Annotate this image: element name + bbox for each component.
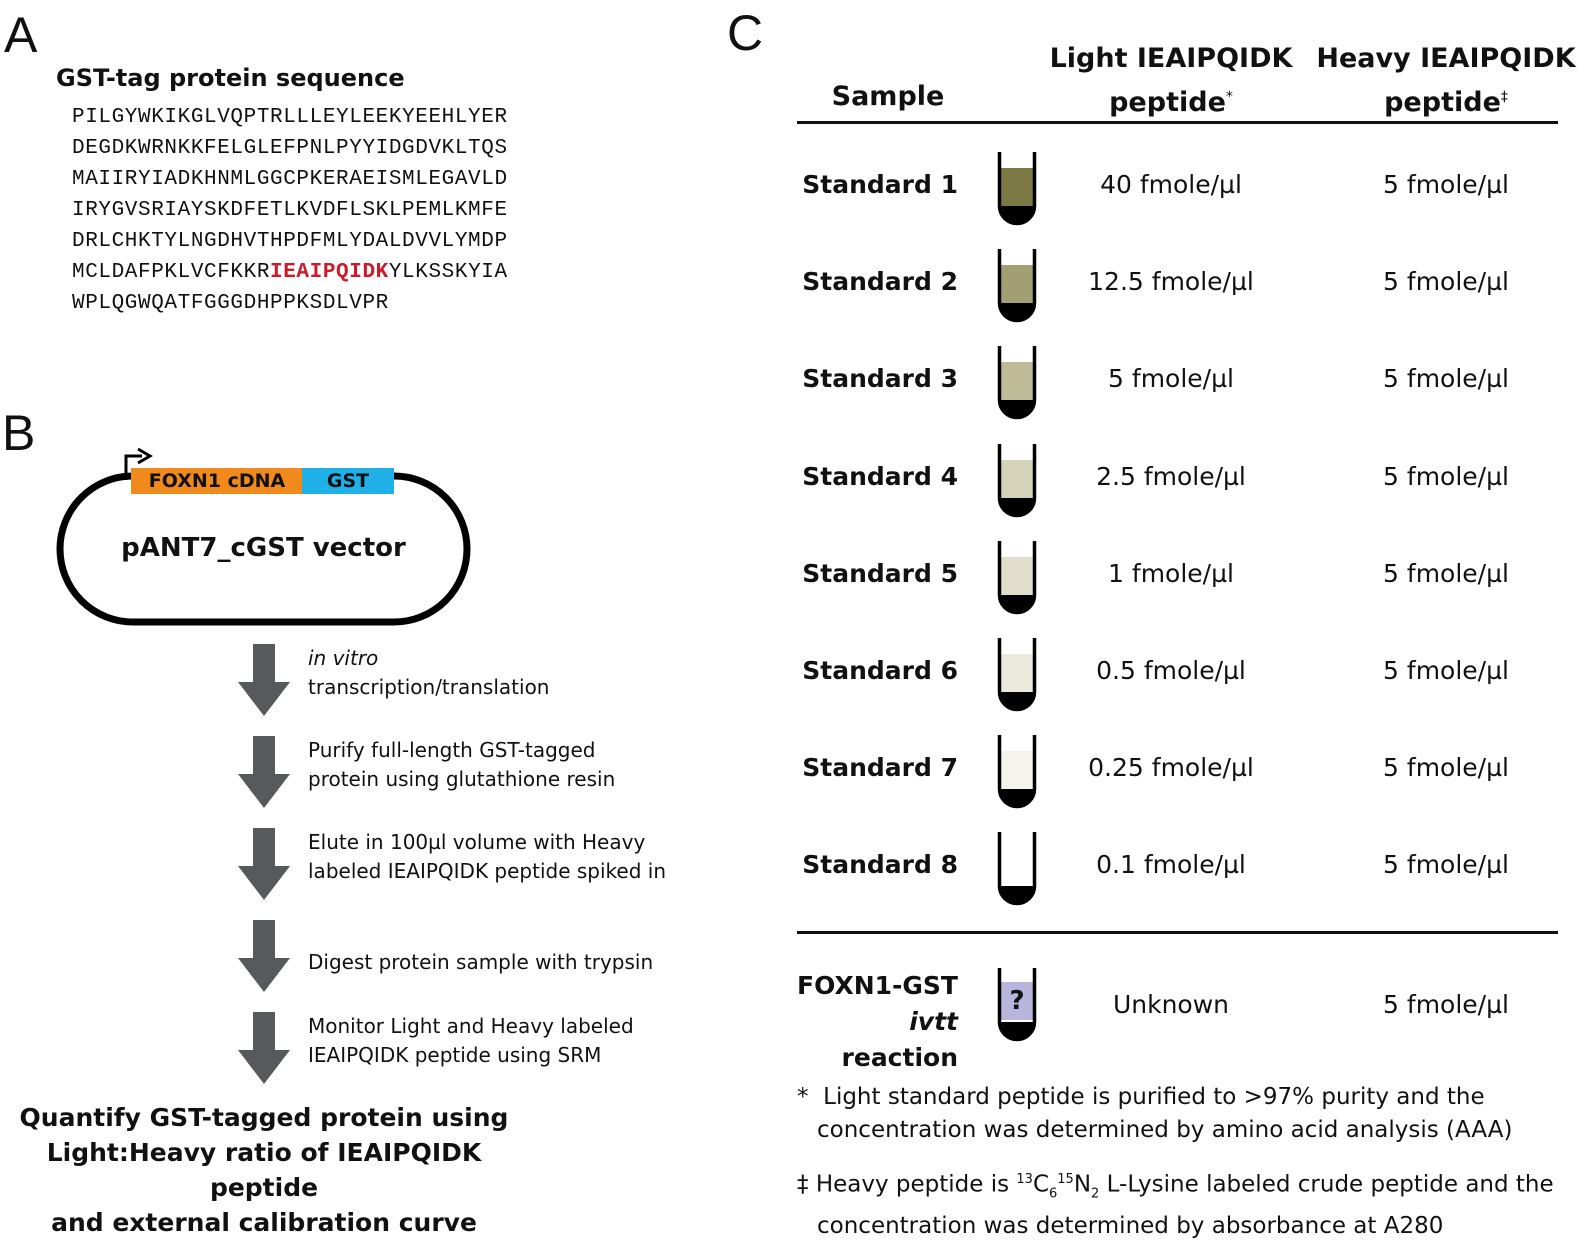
sequence-text: IRYGVSRIAYSKDFETLKVDFLSKLPEMLKMFE xyxy=(72,199,508,222)
header-heavy-word: peptide xyxy=(1384,87,1501,118)
sequence-text: YLKSSKYIA xyxy=(388,261,508,284)
header-sample: Sample xyxy=(831,81,945,112)
final-statement xyxy=(0,1100,528,1240)
sequence-text: MCLDAFPKLVCFKKR xyxy=(72,261,271,284)
sequence-text: MAIIRYIADKHNMLGGCPKERAEISMLEGAVLD xyxy=(72,168,508,191)
workflow-step-3 xyxy=(308,828,666,886)
standard-3-tube xyxy=(996,344,1038,424)
standard-2-heavy-value: 5 fmole/µl xyxy=(1383,267,1509,297)
standard-7-name: Standard 7 xyxy=(802,753,958,783)
down-arrow-icon xyxy=(234,920,294,994)
footnote-2-post: L-Lysine labeled crude peptide and the xyxy=(1099,1171,1554,1198)
foxn1-cdna-label: FOXN1 cDNA xyxy=(148,470,286,492)
footnote-2-el2: N xyxy=(1073,1171,1092,1198)
standard-5-tube xyxy=(996,539,1038,619)
workflow-step-1 xyxy=(308,644,549,702)
standard-8-heavy-value: 5 fmole/µl xyxy=(1383,850,1509,880)
step-line-1: Monitor Light and Heavy labeled xyxy=(308,1014,634,1038)
footnote-2-sub1: 6 xyxy=(1049,1186,1058,1202)
footnote-1-mark: * xyxy=(797,1084,809,1110)
standard-2-light-value: 12.5 fmole/µl xyxy=(1088,267,1254,297)
sequence-line xyxy=(72,195,508,226)
unknown-light-value: Unknown xyxy=(1112,990,1230,1019)
standard-7-light-value: 0.25 fmole/µl xyxy=(1088,753,1254,783)
header-light-line1: Light IEAIPQIDK xyxy=(1049,43,1293,74)
standard-5-heavy-value: 5 fmole/µl xyxy=(1383,558,1509,588)
sequence-text: DEGDKWRNKKFELGLEFPNLPYYIDGDVKLTQS xyxy=(72,137,508,160)
footnote-2-pre: Heavy peptide is xyxy=(815,1171,1017,1198)
standard-1-light-value: 40 fmole/µl xyxy=(1100,170,1242,199)
unknown-sample-name xyxy=(790,968,958,1076)
vector-label: pANT7_cGST vector xyxy=(121,533,406,563)
header-heavy xyxy=(1316,40,1576,122)
workflow-step-4 xyxy=(308,948,653,977)
final-line-2: Light:Heavy ratio of IEAIPQIDK peptide xyxy=(46,1138,482,1202)
footnote-2-sup2: 15 xyxy=(1057,1172,1074,1187)
workflow-step-2 xyxy=(308,736,615,794)
standard-4-name: Standard 4 xyxy=(802,461,958,491)
footnote-2 xyxy=(797,1163,1554,1243)
header-light-word: peptide xyxy=(1109,87,1226,118)
step-line-2: transcription/translation xyxy=(308,675,550,699)
workflow-step-5 xyxy=(308,1012,634,1070)
sequence-line xyxy=(72,133,508,164)
standard-1-heavy-value: 5 fmole/µl xyxy=(1383,170,1509,199)
footnote-1 xyxy=(797,1081,1512,1147)
header-heavy-line1: Heavy IEAIPQIDK xyxy=(1316,43,1576,74)
final-line-1: Quantify GST-tagged protein using xyxy=(19,1103,509,1132)
final-line-3: and external calibration curve xyxy=(51,1208,477,1237)
footnote-1-line2: concentration was determined by amino acid analysis (AAA) xyxy=(817,1117,1513,1143)
standard-8-name: Standard 8 xyxy=(802,850,958,880)
sequence-line xyxy=(72,257,508,288)
step-line-1: Digest protein sample with trypsin xyxy=(308,950,654,974)
gst-label: GST xyxy=(326,470,370,492)
standard-2-tube xyxy=(996,247,1038,327)
sequence-text: DRLCHKTYLNGDHVTHPDFMLYDALDVVLYMDP xyxy=(72,230,508,253)
unknown-name-line2 xyxy=(790,1004,958,1076)
sequence-title: GST-tag protein sequence xyxy=(56,64,405,92)
step-line-2: protein using glutathione resin xyxy=(308,767,616,791)
standard-1-tube xyxy=(996,150,1038,230)
panel-a-letter: A xyxy=(4,7,38,63)
sequence-line xyxy=(72,288,508,319)
down-arrow-icon xyxy=(234,828,294,902)
standard-6-light-value: 0.5 fmole/µl xyxy=(1096,656,1246,685)
protein-sequence xyxy=(72,102,508,319)
header-rule xyxy=(797,121,1558,124)
unknown-name-italic: ivtt xyxy=(909,1007,958,1036)
down-arrow-icon xyxy=(234,644,294,718)
unknown-heavy-value: 5 fmole/µl xyxy=(1383,990,1509,1019)
standard-7-heavy-value: 5 fmole/µl xyxy=(1383,753,1509,783)
footnote-2-mark: ‡ xyxy=(797,1171,809,1198)
standard-6-tube xyxy=(996,636,1038,716)
panel-c-letter: C xyxy=(727,5,764,61)
unknown-tube-mark: ? xyxy=(1009,986,1025,1016)
standard-8-tube xyxy=(996,830,1038,910)
footnote-2-sub2: 2 xyxy=(1091,1186,1100,1202)
standard-1-name: Standard 1 xyxy=(802,170,958,199)
unknown-name-rest: reaction xyxy=(841,1043,958,1072)
panel-b-letter: B xyxy=(2,405,36,461)
separator-rule xyxy=(797,931,1558,934)
footnote-2-sup1: 13 xyxy=(1016,1172,1033,1187)
standard-7-tube xyxy=(996,733,1038,813)
standard-3-name: Standard 3 xyxy=(802,364,958,394)
standard-8-light-value: 0.1 fmole/µl xyxy=(1096,850,1246,880)
header-heavy-mark: ‡ xyxy=(1500,89,1508,105)
standard-5-light-value: 1 fmole/µl xyxy=(1108,558,1234,588)
standard-4-light-value: 2.5 fmole/µl xyxy=(1096,461,1246,491)
down-arrow-icon xyxy=(234,1012,294,1086)
standard-6-heavy-value: 5 fmole/µl xyxy=(1383,656,1509,685)
standard-2-name: Standard 2 xyxy=(802,267,958,297)
footnote-2-line2: concentration was determined by absorbance at A280 xyxy=(817,1213,1444,1240)
step-line-1: in vitro xyxy=(308,646,379,670)
sequence-line xyxy=(72,164,508,195)
highlighted-peptide: IEAIPQIDK xyxy=(270,261,389,284)
standard-3-light-value: 5 fmole/µl xyxy=(1108,364,1234,394)
header-light-mark: * xyxy=(1225,89,1233,105)
standard-6-name: Standard 6 xyxy=(802,656,958,685)
header-light xyxy=(1040,40,1302,122)
unknown-name-line1: FOXN1-GST xyxy=(797,971,958,1000)
header-light-line2 xyxy=(1040,78,1302,122)
step-line-1: Elute in 100µl volume with Heavy xyxy=(308,830,646,854)
sequence-text: WPLQGWQATFGGGDHPPKSDLVPR xyxy=(72,292,389,315)
step-line-1: Purify full-length GST-tagged xyxy=(308,738,596,762)
header-heavy-line2 xyxy=(1316,78,1576,122)
sequence-text: PILGYWKIKGLVQPTRLLLEYLEEKYEEHLYER xyxy=(72,106,508,129)
standard-4-heavy-value: 5 fmole/µl xyxy=(1383,461,1509,491)
footnote-1-line1: Light standard peptide is purified to >97% purity and the xyxy=(823,1084,1485,1110)
step-line-2: IEAIPQIDK peptide using SRM xyxy=(308,1043,602,1067)
down-arrow-icon xyxy=(234,736,294,810)
standard-5-name: Standard 5 xyxy=(802,558,958,588)
standard-3-heavy-value: 5 fmole/µl xyxy=(1383,364,1509,394)
sequence-line xyxy=(72,102,508,133)
sequence-line xyxy=(72,226,508,257)
footnote-2-el1: C xyxy=(1032,1171,1049,1198)
step-line-2: labeled IEAIPQIDK peptide spiked in xyxy=(308,859,666,883)
standard-4-tube xyxy=(996,442,1038,522)
